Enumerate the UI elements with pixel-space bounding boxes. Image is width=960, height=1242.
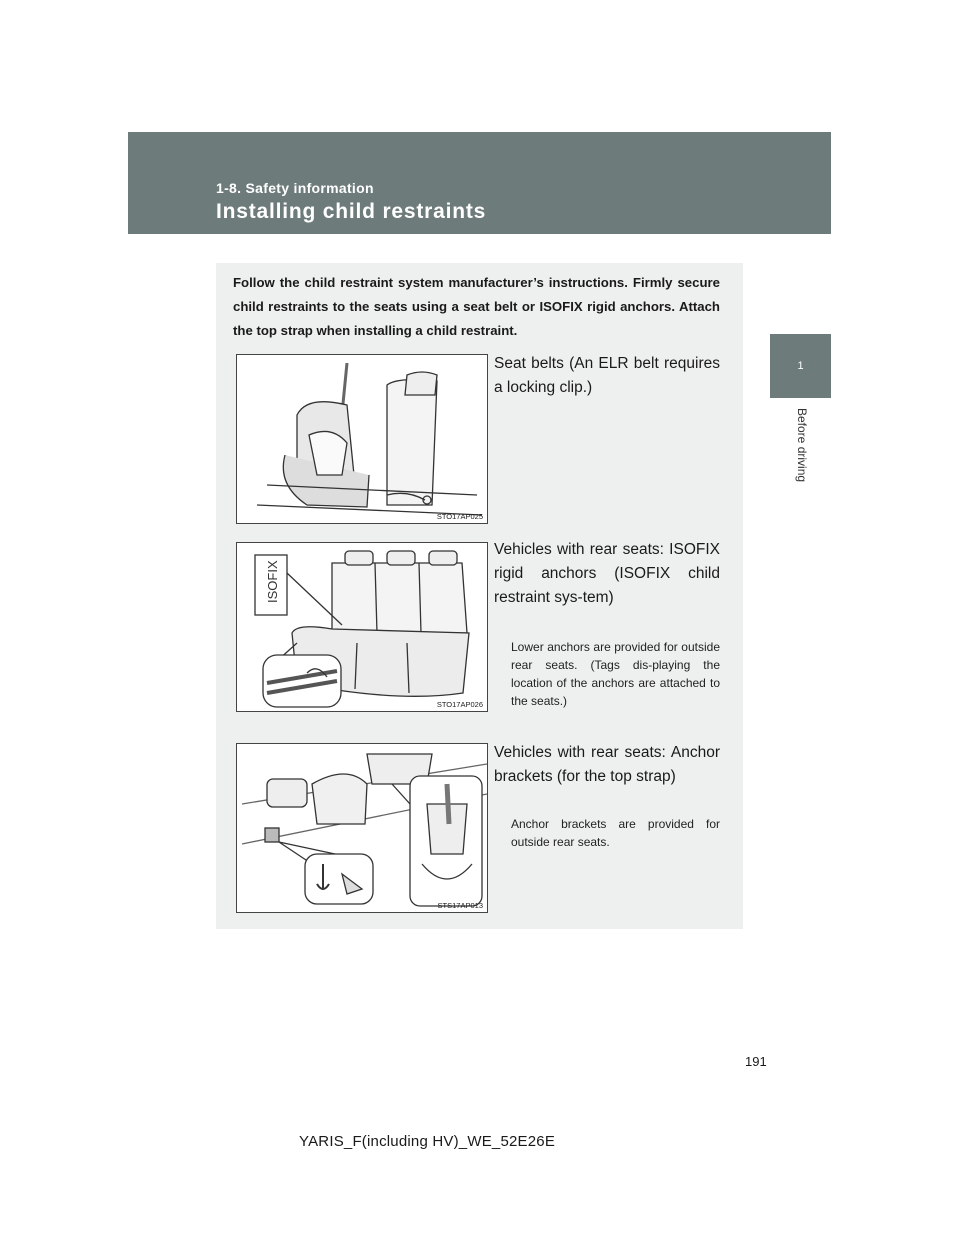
item-title-isofix: Vehicles with rear seats: ISOFIX rigid anchors (ISOFIX child restraint sys-tem) [494,541,720,606]
chapter-label: Before driving [795,408,809,483]
anchor-bracket-illustration [237,744,487,912]
isofix-illustration [237,543,487,711]
figure-code: STO17AP026 [436,700,483,709]
page-title: Installing child restraints [216,200,487,223]
item-title-seat-belts: Seat belts (An ELR belt requires a locking clip.) [494,355,720,396]
figure-seat-belt [236,354,488,524]
figure-code: STS17AP013 [437,901,483,910]
footer-code: YARIS_F(including HV)_WE_52E26E [299,1133,556,1150]
seat-belt-illustration [237,355,487,523]
chapter-tab [770,334,831,398]
page-number: 191 [745,1054,767,1069]
item-desc-isofix: Lower anchors are provided for outside rear seats. (Tags dis-playing the location of the anchors are attached to the seats.) [511,640,720,708]
item-desc-anchor-brackets: Anchor brackets are provided for outside rear seats. [511,817,720,849]
intro-text: Follow the child restraint system manufacturer’s instructions. Firmly secure child restraints to the seats using a seat belt or ISOFIX rigid anchors. Attach the top strap when installing a child restraint. [233,275,720,338]
figure-code: STO17AP025 [436,512,483,521]
isofix-tag-text: ISOFIX [265,560,280,603]
figure-isofix [236,542,488,712]
section-label: 1-8. Safety information [216,180,374,196]
item-title-anchor-brackets: Vehicles with rear seats: Anchor brackets (for the top strap) [494,744,720,785]
figure-anchor-brackets [236,743,488,913]
chapter-number: 1 [797,360,804,372]
